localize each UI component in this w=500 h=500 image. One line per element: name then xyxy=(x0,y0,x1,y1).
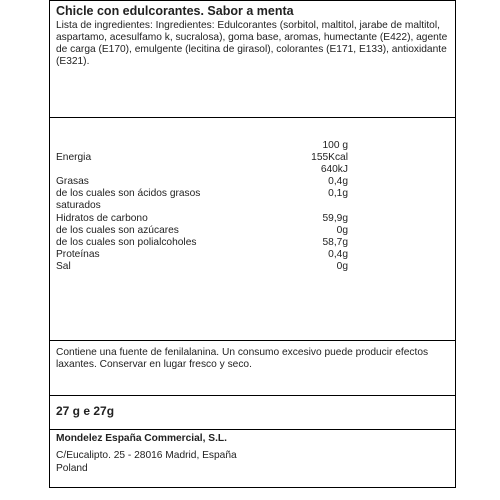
nutrition-value: 0,4g xyxy=(328,249,348,260)
nutrition-per-amount: 100 g xyxy=(322,140,348,151)
warning-text: Contiene una fuente de fenilalanina. Un consumo excesivo puede producir efectos laxantes. Conservar en lugar fresco y seco. xyxy=(56,347,429,371)
net-weight: 27 g e 27g xyxy=(56,404,115,418)
nutrition-label: de los cuales son ácidos grasos xyxy=(56,188,201,199)
nutrition-label: Proteínas xyxy=(56,249,100,260)
nutrition-label: Energia xyxy=(56,152,92,163)
nutrition-value: 0g xyxy=(336,225,348,236)
product-title: Chicle con edulcorantes. Sabor a menta xyxy=(56,4,294,18)
nutrition-value: 59,9g xyxy=(322,213,348,224)
manufacturer-name: Mondelez España Commercial, S.L. xyxy=(56,433,227,444)
nutrition-label: de los cuales son azúcares xyxy=(56,225,179,236)
nutrition-value: 155Kcal xyxy=(311,152,348,163)
manufacturer-section xyxy=(50,430,455,489)
nutrition-value: 640kJ xyxy=(320,164,348,175)
nutrition-label: Hidratos de carbono xyxy=(56,213,148,224)
nutrition-label: Sal xyxy=(56,261,71,272)
warning-section xyxy=(50,341,455,396)
nutrition-label: de los cuales son polialcoholes xyxy=(56,237,197,248)
nutrition-section xyxy=(50,118,455,341)
manufacturer-country: Poland xyxy=(56,463,88,474)
ingredients-list: Lista de ingredientes: Ingredientes: Edulcorantes (sorbitol, maltitol, jarabe de maltitol, aspartamo, acesulfamo k, sucralosa), goma base, aromas, humectante (E422), agente de carga (E170), emulgente (lecitina de girasol), colorantes (E171, E133), antioxidante (E321). xyxy=(56,20,448,68)
manufacturer-address: C/Eucalipto. 25 - 28016 Madrid, España xyxy=(56,450,237,461)
product-section xyxy=(50,1,455,118)
weight-section xyxy=(50,396,455,430)
label-frame xyxy=(49,0,456,488)
nutrition-label: Grasas xyxy=(56,176,89,187)
nutrition-value: 58,7g xyxy=(322,237,348,248)
nutrition-value: 0,1g xyxy=(328,188,348,199)
nutrition-label: saturados xyxy=(56,200,101,211)
nutrition-value: 0g xyxy=(336,261,348,272)
nutrition-value: 0,4g xyxy=(328,176,348,187)
